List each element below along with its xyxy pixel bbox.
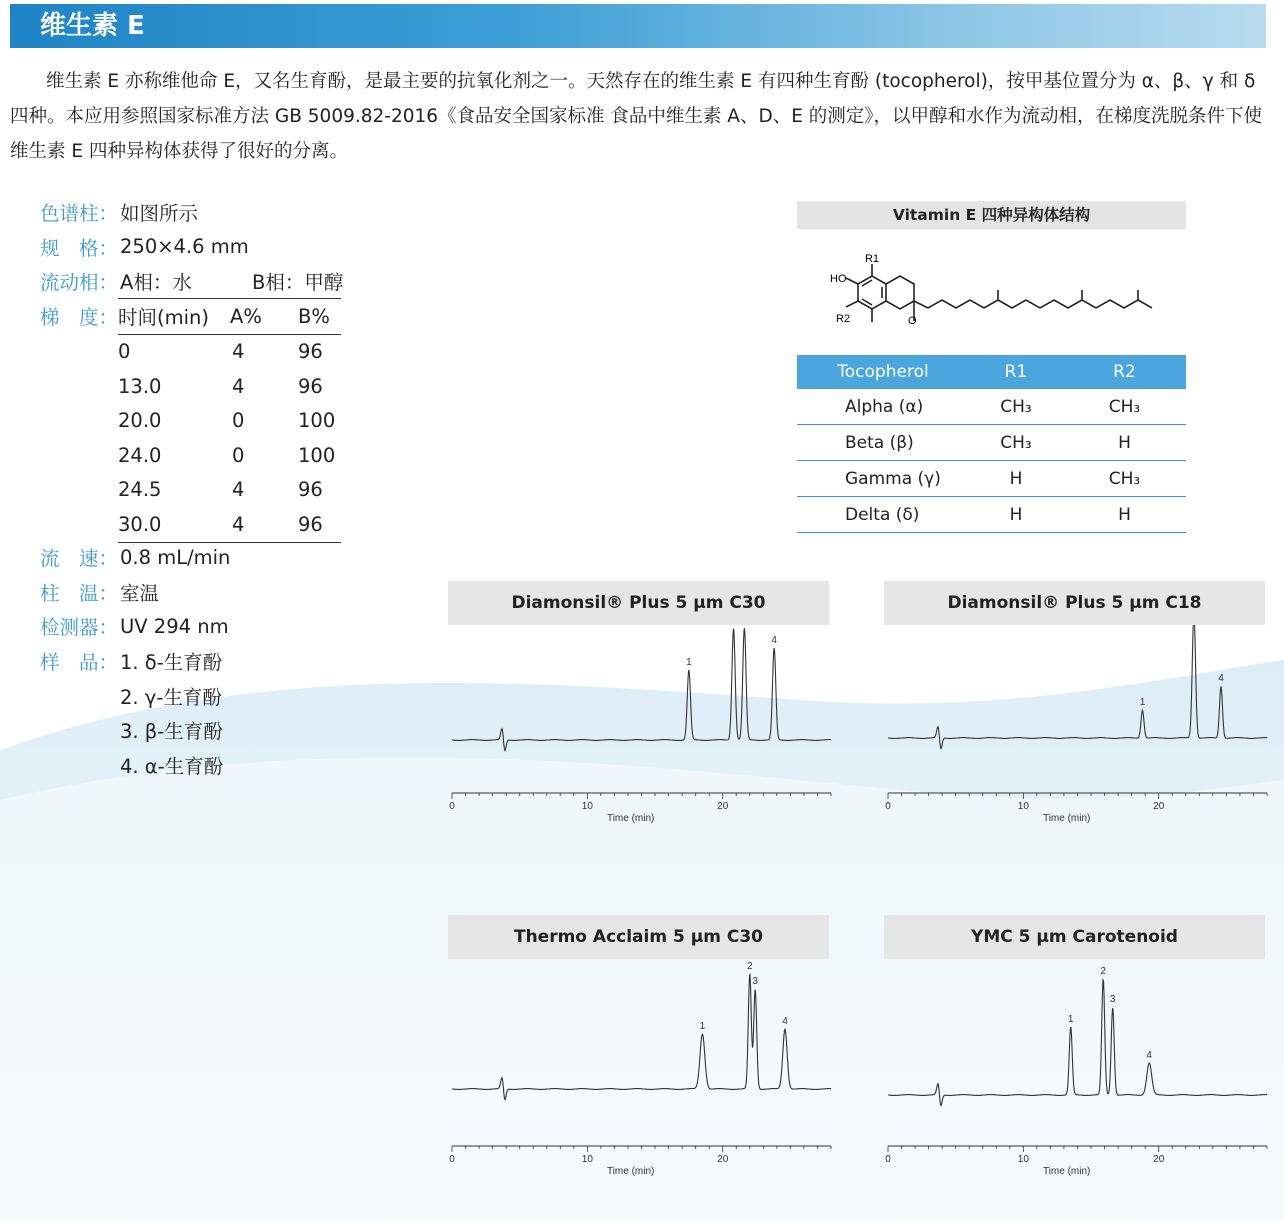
gradient-cell: 4 (232, 340, 245, 364)
gradient-cell: 20.0 (118, 409, 162, 433)
x-axis-label: Time (min) (606, 813, 655, 824)
peak-label: 4 (782, 1016, 788, 1027)
sample-item: 3. β-生育酚 (120, 720, 223, 744)
isomer-cell: CH₃ (1063, 461, 1186, 497)
x-tick-label: 20 (717, 1154, 729, 1165)
x-tick-label: 0 (449, 1154, 455, 1165)
x-tick-label: 10 (581, 801, 593, 812)
gradient-cell: 96 (298, 374, 323, 398)
structure-title: Vitamin E 四种异构体结构 (797, 201, 1186, 229)
chrom-title: Diamonsil® Plus 5 μm C18 (884, 581, 1265, 625)
oxygen-label: O (908, 315, 917, 327)
gradient-cell: 4 (232, 374, 245, 398)
conditions-top (40, 195, 343, 333)
r2-label: R2 (836, 313, 851, 325)
isomer-cell: H (969, 461, 1063, 497)
chrom-title: YMC 5 μm Carotenoid (884, 915, 1265, 959)
condition-label: 样 品： (40, 651, 119, 675)
gradient-header-a: A% (230, 304, 262, 328)
conditions-bottom (40, 540, 230, 782)
isomer-cell: CH₃ (969, 389, 1063, 425)
condition-label: 流 速： (40, 547, 119, 571)
chromatogram-chart (884, 625, 1274, 831)
condition-value: 室温 (120, 581, 160, 605)
x-axis-label: Time (min) (1042, 813, 1091, 824)
peak-label: 1 (699, 1021, 706, 1032)
gradient-header-time: 时间(min) (118, 306, 209, 330)
intro-paragraph (10, 64, 1272, 169)
x-tick-label: 20 (1153, 1154, 1165, 1165)
chromatogram-chart (884, 959, 1274, 1184)
gradient-cell: 0 (118, 340, 131, 364)
condition-column (40, 195, 343, 230)
table-row (118, 369, 341, 404)
isomer-header: R1 (969, 355, 1063, 389)
pyran-ring (886, 276, 914, 309)
isomer-header-row (797, 355, 1186, 389)
gradient-cell: 100 (298, 409, 336, 433)
condition-sample-cont (40, 748, 230, 783)
condition-mobile-phase (40, 264, 343, 299)
section-header (10, 4, 1266, 48)
chrom-panel-3 (884, 915, 1274, 1188)
mobile-phase-a: A相：水 (120, 271, 192, 295)
condition-label: 规 格： (40, 236, 119, 260)
condition-gradient (40, 299, 343, 334)
isomer-cell: CH₃ (969, 425, 1063, 461)
peak-label: 3 (1109, 994, 1116, 1005)
table-row (797, 461, 1186, 497)
isomer-cell: Delta (δ) (797, 497, 969, 533)
peak-label: 4 (1218, 673, 1224, 684)
molecule-structure (800, 236, 1180, 346)
gradient-cell: 30.0 (118, 512, 162, 536)
x-axis-label: Time (min) (1042, 1166, 1091, 1177)
condition-label: 梯 度： (40, 306, 119, 330)
gradient-cell: 0 (232, 443, 245, 467)
isomer-table (797, 355, 1186, 533)
table-row (118, 438, 341, 473)
sample-item: 4. α-生育酚 (120, 754, 224, 778)
section-title: 维生素 E (40, 11, 145, 41)
condition-flow (40, 540, 230, 575)
intro-text: 维生素 E 亦称维他命 E，又名生育酚，是最主要的抗氧化剂之一。天然存在的维生素 E 有四种生育酚 (tocopherol)，按甲基位置分为 α、β、γ 和 δ 四种。本应用参照国家标准方法 GB 5009.82-2016《食品安全国家标准 食品中维生素 A、D、E 的测定》，以甲醇和水作为流动相，在梯度洗脱条件下使维生素 E 四种异构体获得了很好的分离。 (10, 71, 1263, 162)
x-tick-label: 10 (1017, 801, 1029, 812)
table-row (797, 497, 1186, 533)
gradient-cell: 100 (298, 443, 336, 467)
condition-detector (40, 609, 230, 644)
chromatogram-trace (452, 975, 831, 1100)
gradient-cell: 24.0 (118, 443, 162, 467)
table-row (118, 404, 341, 439)
isomer-cell: Beta (β) (797, 425, 969, 461)
peak-label: 1 (686, 657, 692, 668)
condition-temperature (40, 575, 230, 610)
isomer-cell: H (1063, 425, 1186, 461)
gradient-cell: 0 (232, 409, 245, 433)
condition-label: 色谱柱： (40, 202, 119, 226)
peak-label: 1 (1139, 697, 1146, 708)
condition-spec (40, 230, 343, 265)
x-tick-label: 20 (1153, 801, 1165, 812)
x-tick-label: 0 (885, 801, 891, 812)
chromatogram-trace (888, 980, 1267, 1106)
x-tick-label: 10 (1017, 1154, 1029, 1165)
peak-label: 2 (747, 961, 753, 972)
table-row (797, 425, 1186, 461)
isomer-cell: Alpha (α) (797, 389, 969, 425)
chromatogram-trace (888, 625, 1267, 749)
gradient-cell: 13.0 (118, 374, 162, 398)
isomer-cell: Gamma (γ) (797, 461, 969, 497)
chrom-title: Diamonsil® Plus 5 μm C30 (448, 581, 829, 625)
isomer-header: Tocopherol (797, 355, 969, 389)
table-row (797, 389, 1186, 425)
chrom-panel-2 (448, 915, 838, 1188)
ho-label: HO (830, 273, 847, 285)
condition-sample-cont (40, 713, 230, 748)
sample-item: 2. γ-生育酚 (120, 685, 222, 709)
condition-value: UV 294 nm (120, 614, 229, 638)
isomer-cell: CH₃ (1063, 389, 1186, 425)
condition-value: 0.8 mL/min (120, 545, 231, 569)
chromatogram-chart (448, 959, 838, 1184)
r1-label: R1 (864, 253, 880, 265)
phytyl-chain (914, 290, 1152, 308)
peak-label (742, 625, 748, 626)
isomer-header: R2 (1063, 355, 1186, 389)
chromatogram-chart (448, 625, 838, 831)
chrom-panel-1 (884, 581, 1274, 835)
gradient-cell: 24.5 (118, 478, 162, 502)
gradient-cell: 96 (298, 512, 323, 536)
isomer-cell: H (969, 497, 1063, 533)
peak-label: 4 (1146, 1050, 1152, 1061)
gradient-cell: 96 (298, 478, 323, 502)
peak-label: 2 (1100, 966, 1106, 977)
chrom-panel-0 (448, 581, 838, 835)
condition-value: 如图所示 (120, 202, 199, 226)
x-tick-label: 20 (717, 801, 729, 812)
table-row (118, 334, 341, 369)
peak-label: 4 (771, 635, 777, 646)
gradient-table (118, 298, 341, 543)
peak-label: 3 (752, 976, 758, 987)
peak-label (731, 625, 737, 626)
isomer-cell: H (1063, 497, 1186, 533)
condition-value: 250×4.6 mm (120, 235, 249, 259)
sample-item: 1. δ-生育酚 (120, 651, 223, 675)
gradient-cell: 4 (232, 478, 245, 502)
condition-sample-cont (40, 678, 230, 713)
condition-label: 检测器： (40, 616, 119, 640)
x-tick-label: 10 (581, 1154, 593, 1165)
x-tick-label: 0 (885, 1154, 891, 1165)
condition-label: 流动相： (40, 271, 119, 295)
x-axis-label: Time (min) (606, 1166, 655, 1177)
condition-label: 柱 温： (40, 581, 119, 605)
gradient-cell: 4 (232, 512, 245, 536)
table-row (118, 507, 341, 542)
condition-sample (40, 644, 230, 679)
chrom-title: Thermo Acclaim 5 μm C30 (448, 915, 829, 959)
x-tick-label: 0 (449, 801, 455, 812)
gradient-header-b: B% (298, 304, 330, 328)
table-row (118, 473, 341, 508)
chromatogram-trace (452, 628, 831, 751)
peak-label: 1 (1067, 1014, 1074, 1025)
mobile-phase-b: B相：甲醇 (252, 271, 344, 295)
gradient-cell: 96 (298, 340, 323, 364)
